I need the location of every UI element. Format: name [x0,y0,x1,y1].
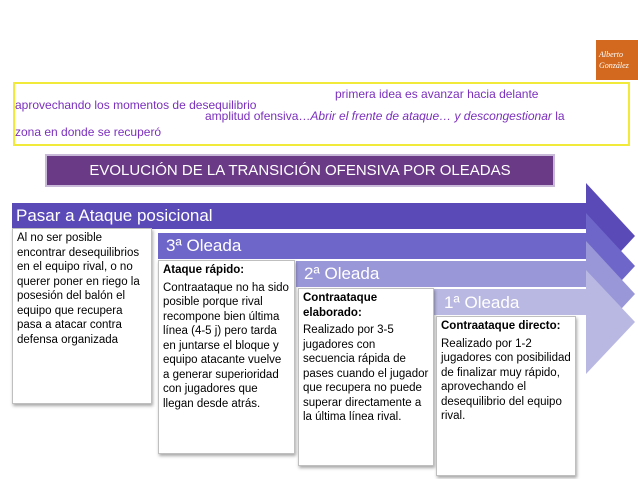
band-1-label: Pasar a Ataque posicional [16,206,213,225]
card-2-body: Contraataque no ha sido posible porque rival recompone bien última línea (4-5 j) pero tarda en juntarse el bloque y equipo atacante vuelve a generar superioridad con jugadores que llegan desde atrás. [163,281,289,410]
card-3-heading: Contraataque elaborado: [303,292,378,319]
author-first-name: Alberto [599,50,623,59]
intro-line-2: aprovechando los momentos de desequilibrio [15,98,257,112]
intro-line-4: zona en donde se recuperó [15,125,162,139]
card-positional-attack [12,228,152,404]
card-2-heading: Ataque rápido: [163,264,245,276]
card-3-body: Realizado por 3-5 jugadores con secuencia rápida de pases cuando el jugador que recupera no puede superar directamente a la última línea rival. [303,324,429,423]
card-4-heading: Contraataque directo: [441,320,561,332]
section-title-text: EVOLUCIÓN DE LA TRANSICIÓN OFENSIVA POR OLEADAS [89,162,511,179]
card-third-wave [158,260,295,454]
band-2-label: 3ª Oleada [166,236,242,255]
intro-line-1: primera idea es avanzar hacia delante [335,87,539,101]
intro-emphasis-text: Abrir el frente de ataque… y descongestionar [310,109,552,123]
intro-amplitude-text: amplitud ofensiva… [205,109,311,123]
band-4-label: 1ª Oleada [444,293,520,312]
author-last-name: González [599,61,629,70]
card-1-body: Al no ser posible encontrar desequilibrios en el equipo rival, o no querer poner en riego la posesión del balón el equipo que recupera pasa a atacar contra defensa organizada [17,232,140,346]
band-3-label: 2ª Oleada [304,264,380,283]
card-second-wave [298,288,434,466]
card-4-body: Realizado por 1-2 jugadores con posibilidad de finalizar muy rápido, aprovechando el desequilibrio del equipo rival. [441,337,571,422]
card-first-wave [436,316,576,476]
intro-line-3-tail: la [551,109,565,123]
